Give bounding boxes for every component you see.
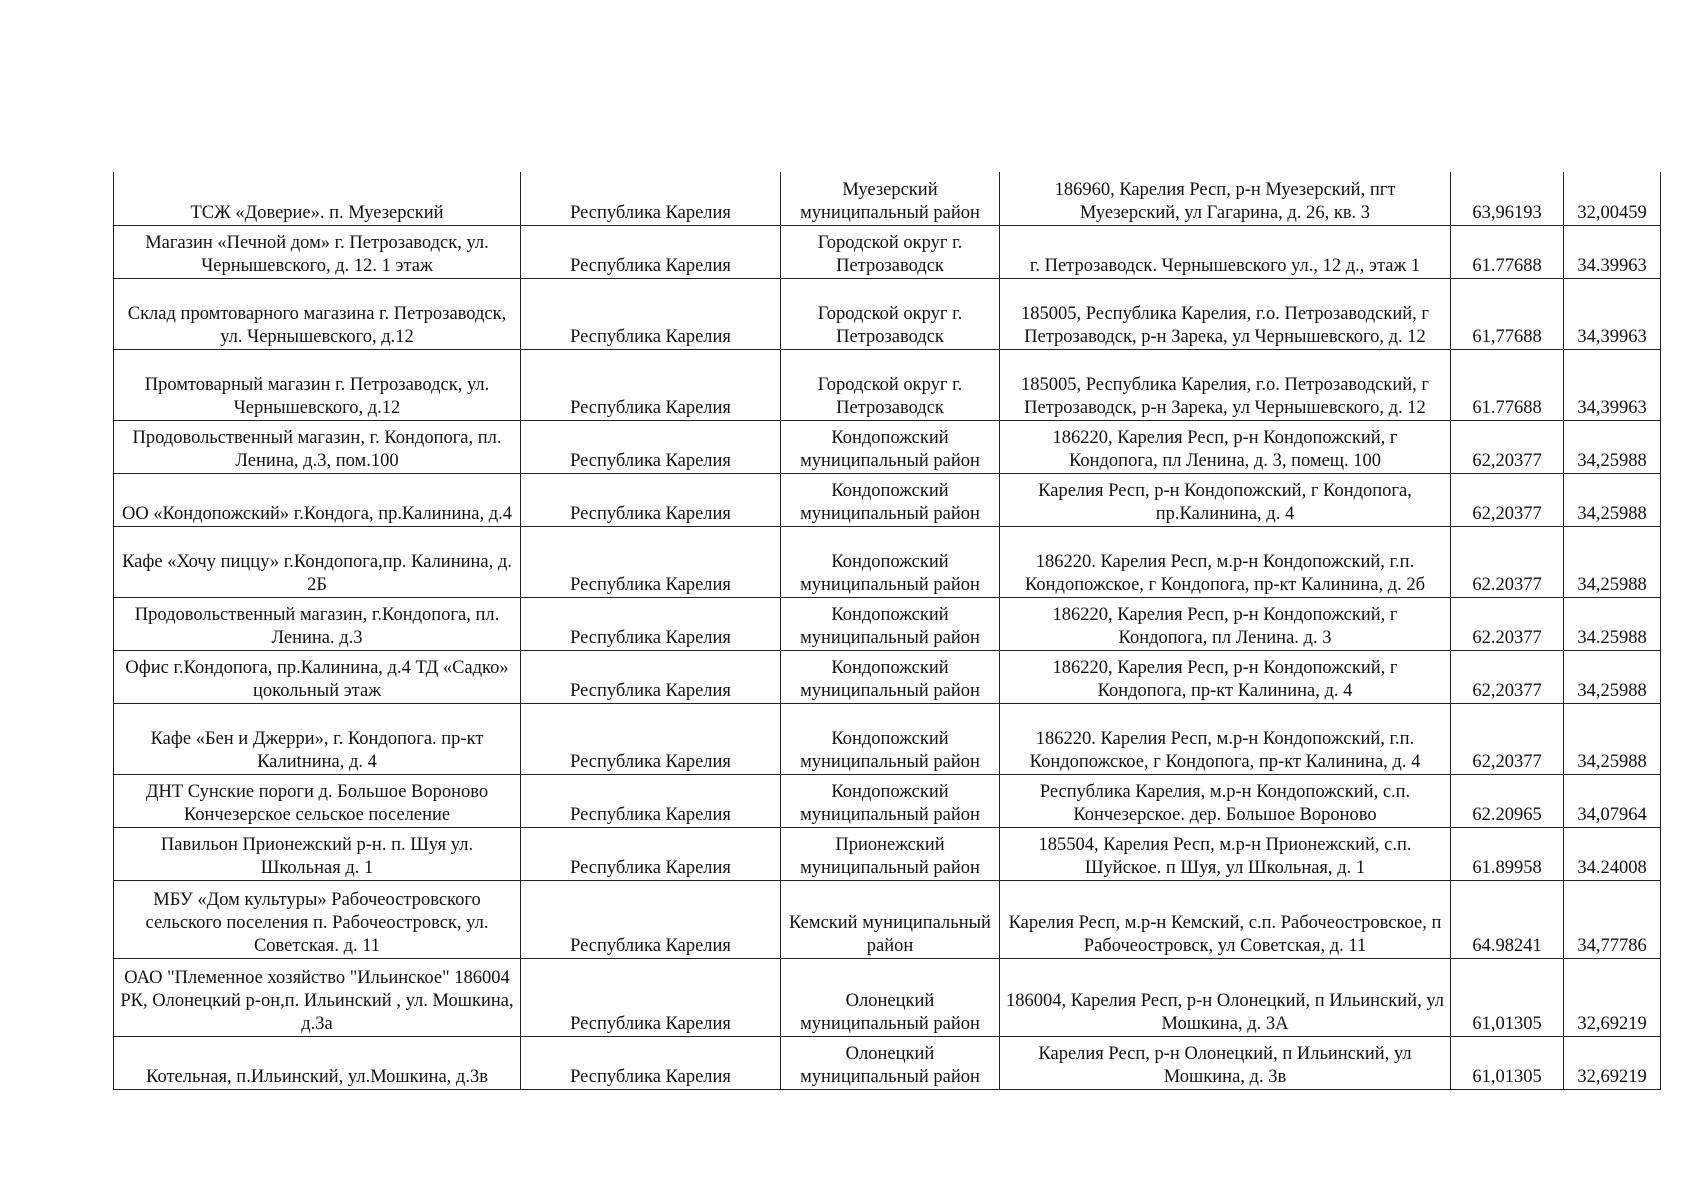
- cell-longitude: 34,39963: [1564, 349, 1661, 420]
- cell-name: ОАО "Племенное хозяйство "Ильинское" 186004 РК, Олонецкий р-он,п. Ильинский , ул. Мошкина, д.3а: [114, 958, 521, 1036]
- cell-region: Республика Карелия: [521, 1036, 781, 1089]
- cell-name: Магазин «Печной дом» г. Петрозаводск, ул. Чернышевского, д. 12. 1 этаж: [114, 225, 521, 278]
- table-row: [114, 526, 1661, 597]
- cell-name: МБУ «Дом культуры» Рабочеостровского сельского поселения п. Рабочеостровск, ул. Советская. д. 11: [114, 880, 521, 958]
- cell-address: 185005, Республика Карелия, г.о. Петрозаводский, г Петрозаводск, р-н Зарека, ул Чернышевского, д. 12: [1000, 349, 1451, 420]
- cell-district: Олонецкий муниципальный район: [781, 958, 1000, 1036]
- cell-address: Республика Карелия, м.р-н Кондопожский, с.п. Кончезерское. дер. Большое Вороново: [1000, 774, 1451, 827]
- cell-region: Республика Карелия: [521, 774, 781, 827]
- cell-name: Промтоварный магазин г. Петрозаводск, ул. Чернышевского, д.12: [114, 349, 521, 420]
- cell-latitude: 62,20377: [1451, 420, 1564, 473]
- cell-district: Городской округ г. Петрозаводск: [781, 349, 1000, 420]
- table-row: [114, 958, 1661, 1036]
- table-row: [114, 650, 1661, 703]
- cell-longitude: 34,25988: [1564, 703, 1661, 774]
- cell-region: Республика Карелия: [521, 650, 781, 703]
- locations-table: [113, 172, 1661, 1090]
- cell-latitude: 62,20377: [1451, 473, 1564, 526]
- table-row: [114, 420, 1661, 473]
- cell-longitude: 32,00459: [1564, 172, 1661, 225]
- cell-address: 185504, Карелия Респ, м.р-н Прионежский, с.п. Шуйское. п Шуя, ул Школьная, д. 1: [1000, 827, 1451, 880]
- table-row: [114, 278, 1661, 349]
- cell-latitude: 61.77688: [1451, 349, 1564, 420]
- cell-region: Республика Карелия: [521, 958, 781, 1036]
- cell-district: Кондопожский муниципальный район: [781, 420, 1000, 473]
- table-row: [114, 703, 1661, 774]
- cell-longitude: 34,25988: [1564, 473, 1661, 526]
- cell-address: Карелия Респ, м.р-н Кемский, с.п. Рабочеостровское, п Рабочеостровск, ул Советская, д. 11: [1000, 880, 1451, 958]
- cell-address: 186220, Карелия Респ, р-н Кондопожский, г Кондопога, пл Ленина. д. 3: [1000, 597, 1451, 650]
- cell-region: Республика Карелия: [521, 827, 781, 880]
- cell-district: Олонецкий муниципальный район: [781, 1036, 1000, 1089]
- cell-longitude: 32,69219: [1564, 958, 1661, 1036]
- cell-name: Павильон Прионежский р-н. п. Шуя ул. Школьная д. 1: [114, 827, 521, 880]
- cell-region: Республика Карелия: [521, 526, 781, 597]
- cell-address: 186220, Карелия Респ, р-н Кондопожский, г Кондопога, пр-кт Калинина, д. 4: [1000, 650, 1451, 703]
- cell-address: 186220. Карелия Респ, м.р-н Кондопожский, г.п. Кондопожское, г Кондопога, пр-кт Калинина, д. 4: [1000, 703, 1451, 774]
- cell-district: Кондопожский муниципальный район: [781, 703, 1000, 774]
- cell-longitude: 32,69219: [1564, 1036, 1661, 1089]
- cell-district: Прионежский муниципальный район: [781, 827, 1000, 880]
- cell-region: Республика Карелия: [521, 172, 781, 225]
- cell-latitude: 62,20377: [1451, 650, 1564, 703]
- cell-longitude: 34,25988: [1564, 650, 1661, 703]
- cell-latitude: 64.98241: [1451, 880, 1564, 958]
- cell-name: Кафе «Хочу пиццу» г.Кондопога,пр. Калинина, д. 2Б: [114, 526, 521, 597]
- cell-name: ТСЖ «Доверие». п. Муезерский: [114, 172, 521, 225]
- table-row: [114, 774, 1661, 827]
- cell-longitude: 34,25988: [1564, 526, 1661, 597]
- cell-latitude: 61.77688: [1451, 225, 1564, 278]
- cell-district: Городской округ г. Петрозаводск: [781, 225, 1000, 278]
- cell-name: ОО «Кондопожский» г.Кондога, пр.Калинина, д.4: [114, 473, 521, 526]
- cell-region: Республика Карелия: [521, 597, 781, 650]
- cell-latitude: 62.20377: [1451, 526, 1564, 597]
- cell-latitude: 62,20377: [1451, 703, 1564, 774]
- cell-name: Склад промтоварного магазина г. Петрозаводск, ул. Чернышевского, д.12: [114, 278, 521, 349]
- table-row: [114, 473, 1661, 526]
- cell-address: Карелия Респ, р-н Олонецкий, п Ильинский, ул Мошкина, д. 3в: [1000, 1036, 1451, 1089]
- cell-name: Офис г.Кондопога, пр.Калинина, д.4 ТД «Садко» цокольный этаж: [114, 650, 521, 703]
- cell-district: Муезерский муниципальный район: [781, 172, 1000, 225]
- table-row: [114, 172, 1661, 225]
- cell-latitude: 63,96193: [1451, 172, 1564, 225]
- cell-region: Республика Карелия: [521, 880, 781, 958]
- cell-name: Котельная, п.Ильинский, ул.Мошкина, д.3в: [114, 1036, 521, 1089]
- cell-address: 185005, Республика Карелия, г.о. Петрозаводский, г Петрозаводск, р-н Зарека, ул Чернышевского, д. 12: [1000, 278, 1451, 349]
- cell-district: Кондопожский муниципальный район: [781, 597, 1000, 650]
- cell-region: Республика Карелия: [521, 278, 781, 349]
- table-body: [114, 172, 1661, 1089]
- cell-region: Республика Карелия: [521, 420, 781, 473]
- cell-region: Республика Карелия: [521, 225, 781, 278]
- table-row: [114, 1036, 1661, 1089]
- cell-latitude: 61,01305: [1451, 1036, 1564, 1089]
- cell-district: Кондопожский муниципальный район: [781, 526, 1000, 597]
- table-row: [114, 349, 1661, 420]
- cell-district: Кондопожский муниципальный район: [781, 650, 1000, 703]
- cell-region: Республика Карелия: [521, 349, 781, 420]
- cell-district: Кондопожский муниципальный район: [781, 473, 1000, 526]
- table-row: [114, 880, 1661, 958]
- cell-latitude: 61.89958: [1451, 827, 1564, 880]
- cell-region: Республика Карелия: [521, 473, 781, 526]
- cell-district: Кемский муниципальный район: [781, 880, 1000, 958]
- cell-longitude: 34,25988: [1564, 420, 1661, 473]
- cell-district: Городской округ г. Петрозаводск: [781, 278, 1000, 349]
- cell-longitude: 34.39963: [1564, 225, 1661, 278]
- cell-latitude: 61,01305: [1451, 958, 1564, 1036]
- cell-name: Кафе «Бен и Джерри», г. Кондопога. пр-кт Калиtнина, д. 4: [114, 703, 521, 774]
- table-row: [114, 827, 1661, 880]
- cell-address: Карелия Респ, р-н Кондопожский, г Кондопога, пр.Калинина, д. 4: [1000, 473, 1451, 526]
- cell-longitude: 34,77786: [1564, 880, 1661, 958]
- cell-address: 186220, Карелия Респ, р-н Кондопожский, г Кондопога, пл Ленина, д. 3, помещ. 100: [1000, 420, 1451, 473]
- cell-latitude: 62.20965: [1451, 774, 1564, 827]
- cell-district: Кондопожский муниципальный район: [781, 774, 1000, 827]
- cell-longitude: 34.25988: [1564, 597, 1661, 650]
- cell-longitude: 34,39963: [1564, 278, 1661, 349]
- cell-latitude: 61,77688: [1451, 278, 1564, 349]
- cell-name: Продовольственный магазин, г.Кондопога, пл. Ленина. д.3: [114, 597, 521, 650]
- cell-address: г. Петрозаводск. Чернышевского ул., 12 д., этаж 1: [1000, 225, 1451, 278]
- cell-address: 186004, Карелия Респ, р-н Олонецкий, п Ильинский, ул Мошкина, д. 3А: [1000, 958, 1451, 1036]
- cell-latitude: 62.20377: [1451, 597, 1564, 650]
- cell-longitude: 34,07964: [1564, 774, 1661, 827]
- cell-longitude: 34.24008: [1564, 827, 1661, 880]
- cell-region: Республика Карелия: [521, 703, 781, 774]
- cell-address: 186960, Карелия Респ, р-н Муезерский, пгт Муезерский, ул Гагарина, д. 26, кв. 3: [1000, 172, 1451, 225]
- cell-name: ДНТ Сунские пороги д. Большое Вороново Кончезерское сельское поселение: [114, 774, 521, 827]
- cell-name: Продовольственный магазин, г. Кондопога, пл. Ленина, д.3, пом.100: [114, 420, 521, 473]
- table-row: [114, 597, 1661, 650]
- cell-address: 186220. Карелия Респ, м.р-н Кондопожский, г.п. Кондопожское, г Кондопога, пр-кт Калинина, д. 2б: [1000, 526, 1451, 597]
- table-row: [114, 225, 1661, 278]
